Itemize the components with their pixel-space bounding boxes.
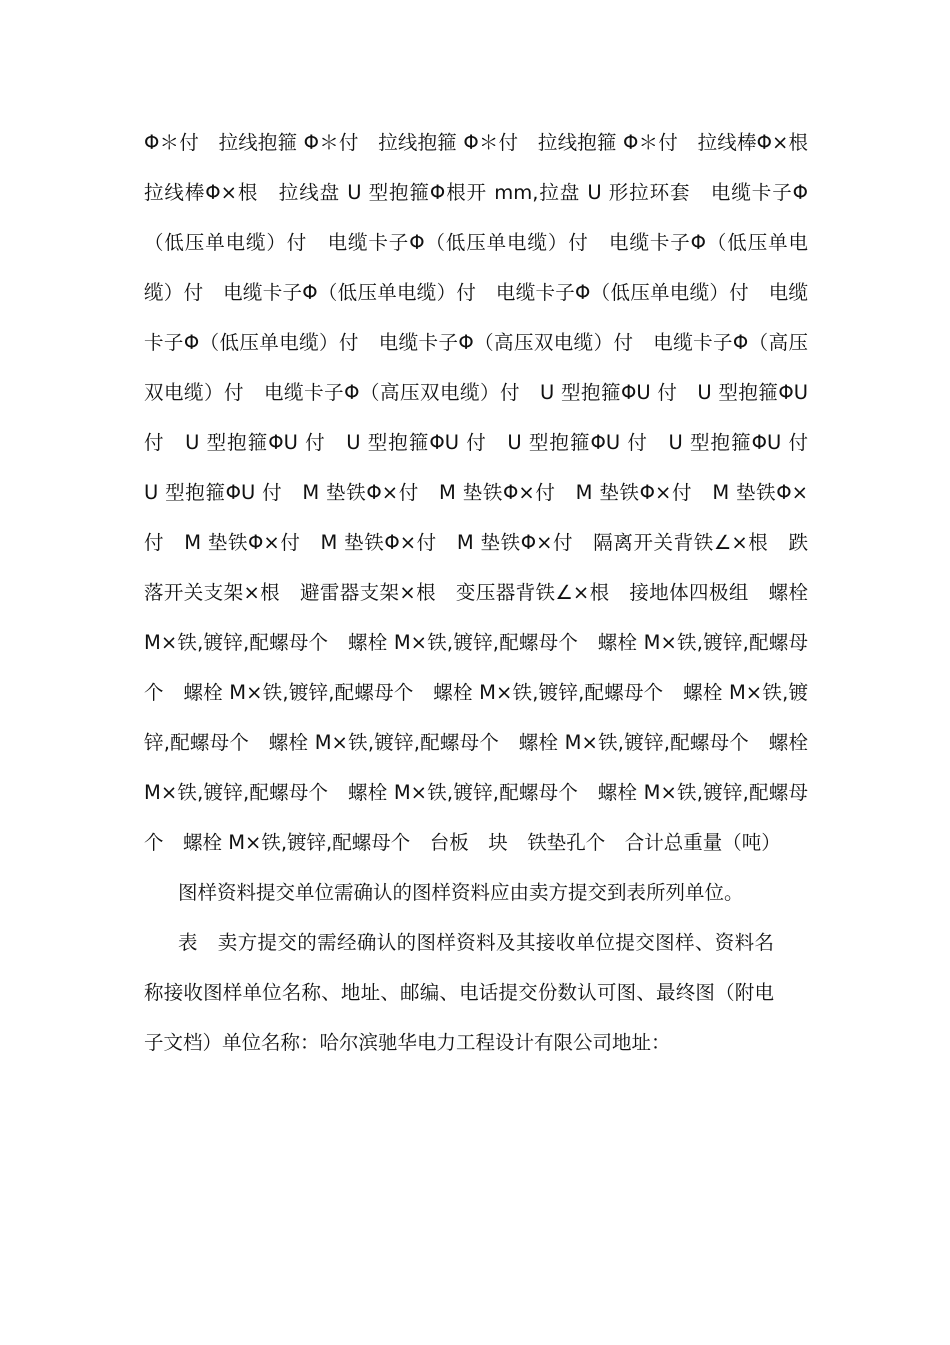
materials-list-paragraph: Φ＊付 拉线抱箍 Φ＊付 拉线抱箍 Φ＊付 拉线抱箍 Φ＊付 拉线棒Φ×根 拉线棒Φ×根 拉线盘 U 型抱箍Φ根开 mm,拉盘 U 形拉环套 电缆卡子Φ（低压单电缆）付 电缆卡子Φ（低压单电缆）付 电缆卡子Φ（低压单电缆）付 电缆卡子Φ（低压单电缆）付 电缆卡子Φ（低压单电缆）付 电缆卡子Φ（低压单电缆）付 电缆卡子Φ（高压双电缆）付 电缆卡子Φ（高压双电缆）付 电缆卡子Φ（高压双电缆）付 U 型抱箍ΦU 付 U 型抱箍ΦU 付 U 型抱箍ΦU 付 U 型抱箍ΦU 付 U 型抱箍ΦU 付 U 型抱箍ΦU 付 U 型抱箍ΦU 付 M 垫铁Φ×付 M 垫铁Φ×付 M 垫铁Φ×付 M 垫铁Φ×付 M 垫铁Φ×付 M 垫铁Φ×付 M 垫铁Φ×付 隔离开关背铁∠×根 跌落开关支架×根 避雷器支架×根 变压器背铁∠×根 接地体四极组 螺栓 M×铁,镀锌,配螺母个 螺栓 M×铁,镀锌,配螺母个 螺栓 M×铁,镀锌,配螺母个 螺栓 M×铁,镀锌,配螺母个 螺栓 M×铁,镀锌,配螺母个 螺栓 M×铁,镀锌,配螺母个 螺栓 M×铁,镀锌,配螺母个 螺栓 M×铁,镀锌,配螺母个 螺栓 M×铁,镀锌,配螺母个 螺栓 M×铁,镀锌,配螺母个 螺栓 M×铁,镀锌,配螺母个 螺栓 M×铁,镀锌,配螺母个 台板 块 铁垫孔个 合计总重量（吨） — [144, 131, 828, 854]
table-caption-paragraph: 表 卖方提交的需经确认的图样资料及其接收单位提交图样、资料名称接收图样单位名称、地址、邮编、电话提交份数认可图、最终图（附电子文档）单位名称：哈尔滨驰华电力工程设计有限公司地址： — [144, 931, 774, 1054]
submission-paragraph: 图样资料提交单位需确认的图样资料应由卖方提交到表所列单位。 — [178, 881, 744, 904]
document-body — [144, 118, 828, 1068]
